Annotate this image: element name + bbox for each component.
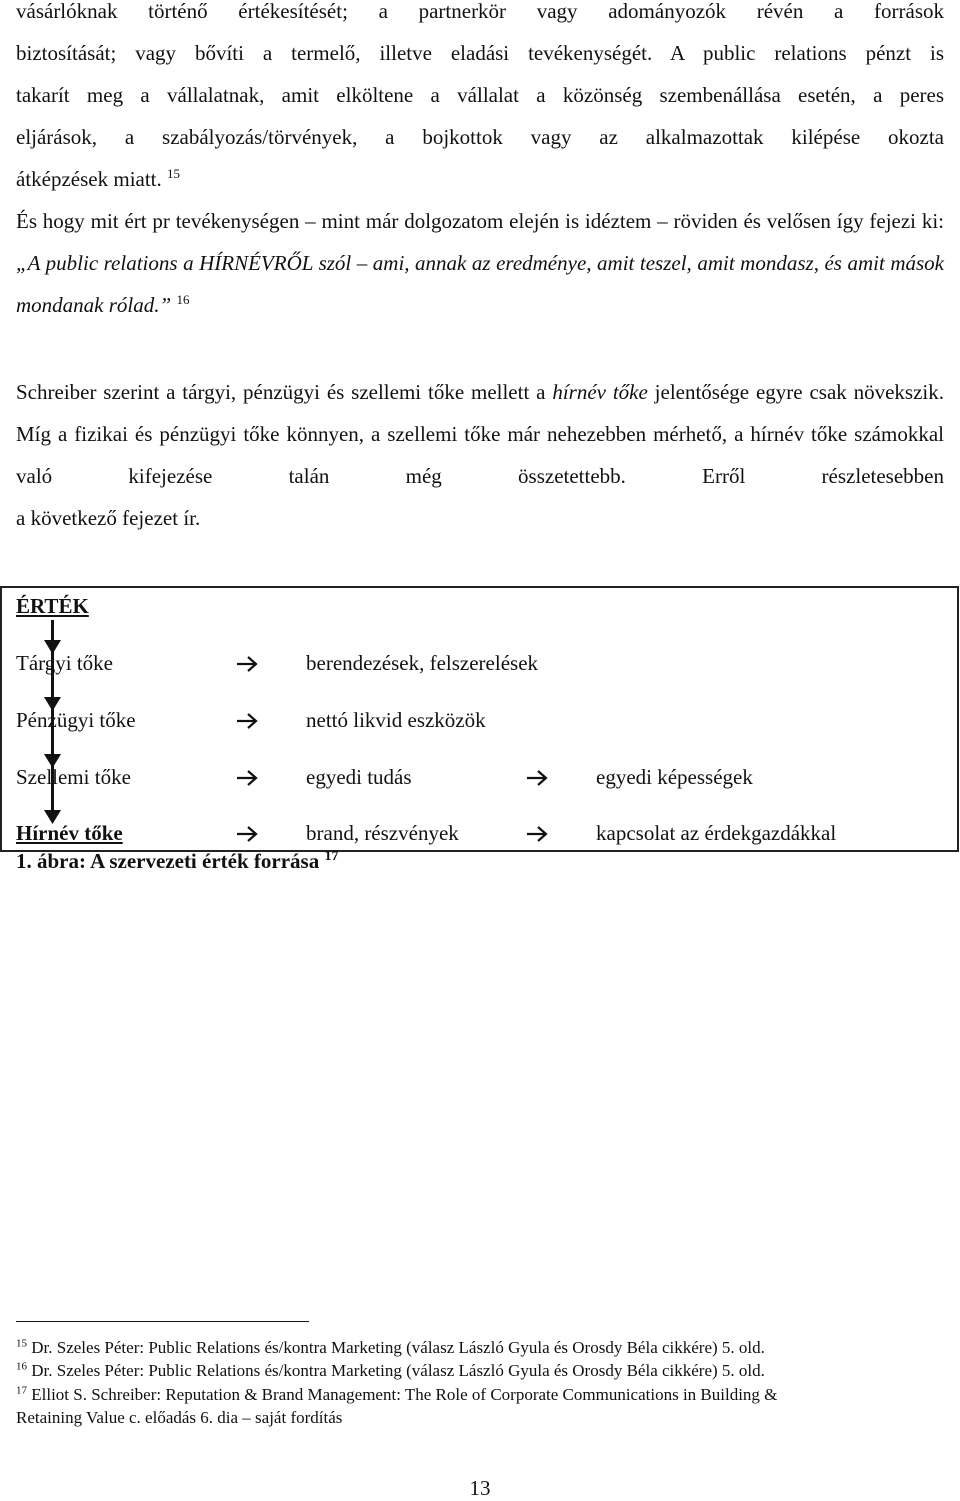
capital-source-item: egyedi tudás — [306, 765, 412, 789]
capital-source-item: egyedi képességek — [596, 765, 753, 789]
footnote-text: Dr. Szeles Péter: Public Relations és/kontra Marketing (válasz László Gyula és Orosdy Béla cikkére) 5. old. — [31, 1338, 765, 1357]
footnote-number: 16 — [16, 1360, 27, 1373]
capital-source-item: nettó likvid eszközök — [306, 708, 486, 732]
paragraph-text — [16, 371, 944, 497]
footnote-ref: 16 — [176, 292, 190, 307]
capital-label: Szellemi tőke — [16, 765, 131, 789]
right-arrow-icon — [236, 712, 258, 730]
text-line: takarít meg a vállalatnak, amit elköltene a vállalat a közönség szembenállása esetén, a peres — [16, 83, 944, 107]
text-before: Schreiber szerint a tárgyi, pénzügyi és szellemi tőke mellett a — [16, 380, 553, 404]
body-paragraph-1 — [16, 0, 944, 326]
right-arrow-icon — [526, 769, 548, 787]
text-line: eljárások, a szabályozás/törvények, a bojkottok vagy az alkalmazottak kilépése okozta — [16, 125, 944, 149]
right-arrow-icon — [236, 825, 258, 843]
footnote-number: 17 — [16, 1384, 27, 1397]
capital-source-item: berendezések, felszerelések — [306, 651, 539, 675]
footnote-ref: 17 — [324, 849, 339, 864]
text-line — [16, 158, 944, 200]
footnote-number: 15 — [16, 1337, 27, 1350]
text-line: vásárlóknak történő értékesítését; a partnerkör vagy adományozók révén a források — [16, 0, 944, 23]
footnote-ref: 15 — [167, 166, 181, 181]
footnote — [16, 1383, 946, 1429]
capital-label-emphasized: Hírnév tőke — [16, 821, 123, 845]
capital-label: Pénzügyi tőke — [16, 708, 136, 732]
capital-source-item: brand, részvények — [306, 821, 459, 845]
quote-text: „A public relations a HÍRNÉVRŐL szól – ami, annak az eredménye, amit teszel, amit mondasz, és amit mások mondanak rólad.” — [16, 251, 944, 317]
text-line-end: átképzések miatt. — [16, 167, 162, 191]
footnote — [16, 1336, 946, 1359]
footnote-text: Elliot S. Schreiber: Reputation & Brand Management: The Role of Corporate Communications in Building & — [31, 1385, 778, 1404]
footnote-text-continued: Retaining Value c. előadás 6. dia – saját fordítás — [16, 1408, 343, 1427]
quote-intro: És hogy mit ért pr tevékenységen – mint már dolgozatom elején is idéztem – röviden és velősen így fejezi ki: — [16, 209, 944, 233]
figure-caption — [16, 849, 338, 874]
page-number: 13 — [469, 1476, 491, 1500]
caption-text: 1. ábra: A szervezeti érték forrása — [16, 849, 320, 873]
capital-label: Tárgyi tőke — [16, 651, 114, 675]
italic-term: hírnév tőke — [552, 380, 648, 404]
right-arrow-icon — [236, 769, 258, 787]
body-paragraph-2 — [16, 371, 944, 539]
footnote-separator — [16, 1321, 309, 1322]
capital-source-item: kapcsolat az érdekgazdákkal — [596, 821, 837, 845]
text-after: jelentősége egyre csak növekszik. Míg a fizikai és pénzügyi tőke könnyen, a szellemi tőke már nehezebben mérhető, a hírnév tőke számokkal való kifejezése talán még összetettebb. Erről részletesebben — [16, 380, 945, 488]
text-line: biztosítását; vagy bővíti a termelő, illetve eladási tevékenységét. A public relations pénzt is — [16, 41, 944, 65]
footnote-text: Dr. Szeles Péter: Public Relations és/kontra Marketing (válasz László Gyula és Orosdy Béla cikkére) 5. old. — [31, 1361, 765, 1380]
right-arrow-icon — [236, 655, 258, 673]
paragraph-last-line: a következő fejezet ír. — [16, 506, 201, 530]
right-arrow-icon — [526, 825, 548, 843]
footnote — [16, 1359, 946, 1382]
figure-root-label: ÉRTÉK — [16, 594, 89, 618]
quote-paragraph — [16, 200, 944, 326]
